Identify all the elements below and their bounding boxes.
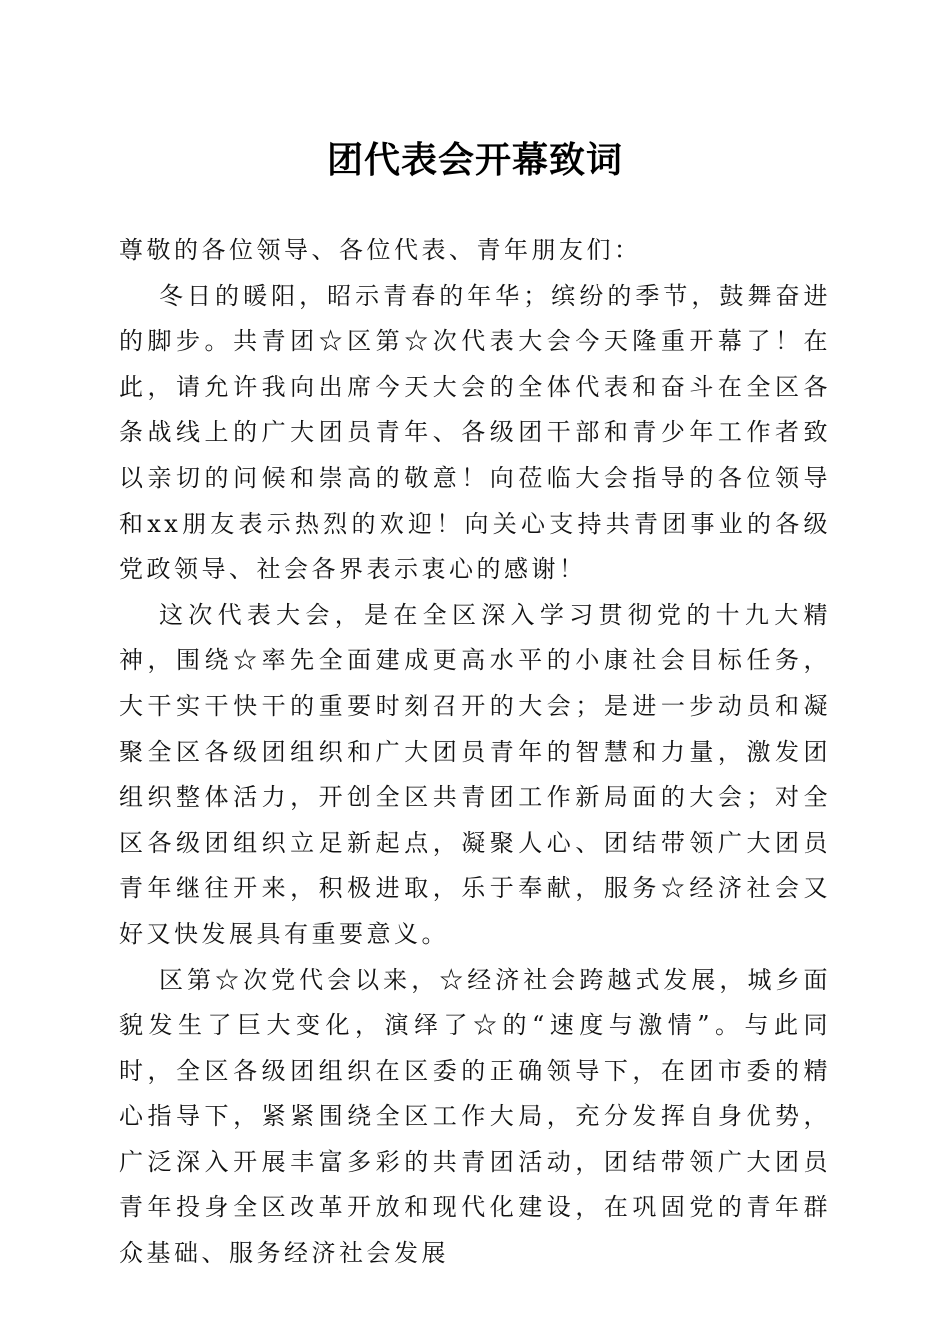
paragraph-2: 这次代表大会，是在全区深入学习贯彻党的十九大精神，围绕☆率先全面建成更高水平的小康社会目标任务，大干实干快干的重要时刻召开的大会；是进一步动员和凝聚全区各级团组织和广大团员青年的智慧和力量，激发团组织整体活力，开创全区共青团工作新局面的大会；对全区各级团组织立足新起点，凝聚人心、团结带领广大团员青年继往开来，积极进取，乐于奉献，服务☆经济社会又好又快发展具有重要意义。: [119, 600, 831, 948]
document-title: 团代表会开幕致词: [326, 139, 623, 181]
salutation: 尊敬的各位领导、各位代表、青年朋友们：: [119, 236, 642, 264]
paragraph-3: 区第☆次党代会以来，☆经济社会跨越式发展，城乡面貌发生了巨大变化，演绎了☆的“速度与激情”。与此同时，全区各级团组织在区委的正确领导下，在团市委的精心指导下，紧紧围绕全区工作大局，充分发挥自身优势，广泛深入开展丰富多彩的共青团活动，团结带领广大团员青年投身全区改革开放和现代化建设，在巩固党的青年群众基础、服务经济社会发展: [119, 965, 831, 1268]
paragraph-1: 冬日的暖阳，昭示青春的年华；缤纷的季节，鼓舞奋进的脚步。共青团☆区第☆次代表大会今天隆重开幕了！在此，请允许我向出席今天大会的全体代表和奋斗在全区各条战线上的广大团员青年、各级团干部和青少年工作者致以亲切的问候和崇高的敬意！向莅临大会指导的各位领导和xx朋友表示热烈的欢迎！向关心支持共青团事业的各级党政领导、社会各界表示衷心的感谢！: [119, 281, 831, 584]
document-body: [119, 228, 831, 1277]
